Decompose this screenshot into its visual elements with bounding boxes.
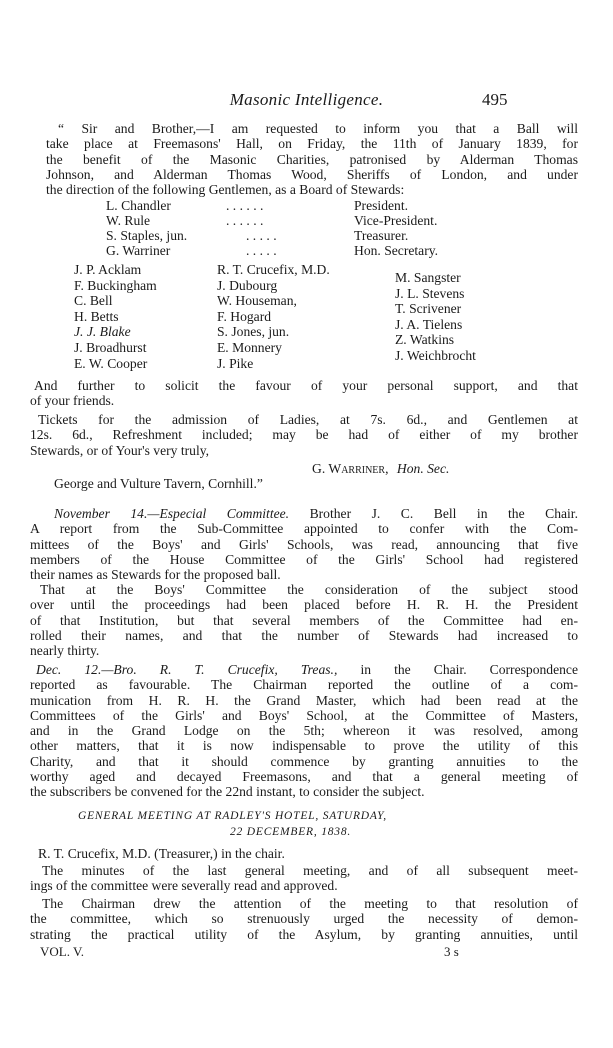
text-line: ings of the committee were severally read and approved.: [30, 878, 338, 894]
steward-name: W. Houseman,: [217, 293, 297, 309]
text-line: the direction of the following Gentlemen, as a Board of Stewards:: [46, 182, 405, 198]
leader-dots: . . . . . .: [226, 198, 264, 213]
text-line: [30, 662, 578, 677]
text-line: [30, 506, 578, 521]
text-line: members of the House Committee of the Girls' School had registered: [30, 551, 578, 567]
text-line: reported as favourable. The Chairman reported the outline of a com-: [30, 677, 578, 693]
signatory-name: G. Warriner,: [312, 461, 389, 476]
steward-name: R. T. Crucefix, M.D.: [217, 262, 330, 277]
text-line: Stewards, or of Your's very truly,: [30, 442, 210, 458]
signature-mark: 3 s: [444, 944, 459, 959]
running-head-title: Masonic Intelligence.: [229, 90, 384, 109]
officer-name: W. Rule: [106, 213, 151, 228]
text-line: of that Institution, but that several members of the Committee had en-: [30, 612, 578, 628]
steward-name: J. Broadhurst: [74, 339, 147, 355]
steward-name: E. W. Cooper: [74, 355, 148, 371]
steward-name: J. A. Tielens: [395, 316, 463, 332]
stewards-column: [395, 270, 476, 364]
steward-name: M. Sangster: [395, 270, 461, 285]
text-line: A report from the Sub-Committee appointed to confer with the Com-: [30, 521, 578, 537]
text-line: worthy aged and decayed Freemasons, and that a general meeting of: [30, 769, 578, 785]
text-line: The Chairman drew the attention of the meeting to that resolution of: [42, 896, 578, 911]
chair-line: [30, 846, 578, 861]
officer-role: Hon. Secretary.: [354, 243, 439, 258]
dec12-paragraph: [30, 662, 578, 800]
letter-paragraph: [30, 121, 578, 197]
steward-name: Z. Watkins: [395, 332, 455, 348]
steward-name: S. Jones, jun.: [217, 324, 290, 340]
entry-date: November 14.—Especial Committee.: [54, 506, 290, 521]
officer-name: G. Warriner: [106, 243, 171, 258]
text-line: of your friends.: [30, 393, 115, 409]
letter-address: George and Vulture Tavern, Cornhill.”: [54, 476, 263, 491]
officer-row: [106, 228, 409, 243]
steward-name: J. Pike: [217, 355, 254, 371]
text-line: And further to solicit the favour of your personal support, and that: [34, 378, 578, 393]
leader-dots: . . . . .: [246, 243, 277, 258]
steward-name: E. Monnery: [217, 339, 282, 355]
officer-role: Treasurer.: [354, 228, 409, 243]
text-line: the subscribers be convened for the 22nd instant, to consider the subject.: [30, 784, 425, 800]
text-line: 12s. 6d., Refreshment included; may be had of either of my brother: [30, 427, 578, 443]
text-line: the committee, which so strenuously urged the necessity of demon-: [30, 911, 578, 927]
leader-dots: . . . . .: [246, 228, 277, 243]
steward-name: T. Scrivener: [395, 301, 462, 317]
text-line: “ Sir and Brother,—I am requested to inform you that a Ball will: [58, 121, 578, 136]
text-line: Charity, and that it should commence by granting annuities to the: [30, 753, 578, 769]
text-line: the benefit of the Masonic Charities, patronised by Alderman Thomas: [46, 151, 578, 167]
support-paragraph: [30, 378, 578, 409]
section-heading: GENERAL MEETING AT RADLEY'S HOTEL, SATURDAY,: [78, 810, 387, 822]
steward-name: J. Dubourg: [217, 277, 278, 293]
text-line: strating the practical utility of the Asylum, by granting annuities, until: [30, 926, 578, 942]
text-line: Johnson, and Alderman Thomas Wood, Sheriffs of London, and under: [46, 166, 578, 182]
leader-dots: . . . . . .: [226, 213, 264, 228]
text-line: take place at Freemasons' Hall, on Friday, the 11th of January 1839, for: [46, 136, 578, 152]
text-line: their names as Stewards for the proposed ball.: [30, 567, 281, 583]
tickets-paragraph: [30, 412, 578, 458]
text-line: R. T. Crucefix, M.D. (Treasurer,) in the chair.: [38, 846, 285, 861]
officer-name: L. Chandler: [106, 198, 171, 213]
nov14-paragraph-2: [30, 582, 578, 658]
steward-name: J. P. Acklam: [74, 262, 142, 277]
steward-name: H. Betts: [74, 308, 119, 324]
officer-role: President.: [354, 198, 408, 213]
text-line: Tickets for the admission of Ladies, at 7s. 6d., and Gentlemen at: [38, 412, 578, 427]
officer-row: [106, 243, 439, 258]
text-fragment: Brother J. C. Bell in the Chair.: [309, 506, 578, 521]
steward-name: F. Hogard: [217, 308, 272, 324]
officer-name: S. Staples, jun.: [106, 228, 188, 243]
text-line: other matters, that it is now indispensable to prove the utility of this: [30, 738, 578, 754]
stewards-column: [217, 262, 330, 371]
text-line: Committees of the Girls' and Boys' School, at the Committee of Masters,: [30, 707, 578, 723]
text-fragment: in the Chair. Correspondence: [360, 662, 578, 677]
officer-role: Vice-President.: [354, 213, 438, 228]
minutes-paragraph: [30, 863, 578, 894]
signature: [312, 461, 449, 476]
text-line: nearly thirty.: [30, 643, 100, 659]
text-line: That at the Boys' Committee the consideration of the subject stood: [40, 582, 578, 597]
text-line: rolled their names, and that the number of Stewards had increased to: [30, 627, 578, 643]
page-number: 495: [482, 90, 508, 109]
signatory-title: Hon. Sec.: [396, 461, 450, 476]
nov14-paragraph: [30, 506, 578, 582]
stewards-column: [74, 262, 157, 371]
text-line: mittees of the Boys' and Girls' Schools, was read, announcing that five: [30, 536, 578, 552]
steward-name: J. L. Stevens: [395, 285, 465, 301]
officer-row: [106, 213, 438, 228]
section-heading-date: 22 DECEMBER, 1838.: [230, 826, 352, 838]
text-line: and in the Grand Lodge on the 5th; whereon it was resolved, among: [30, 723, 578, 739]
steward-name: F. Buckingham: [74, 277, 157, 293]
volume-label: VOL. V.: [40, 944, 84, 959]
steward-name: J. Weichbrocht: [395, 347, 476, 363]
text-line: The minutes of the last general meeting, and of all subsequent meet-: [42, 863, 578, 878]
chairman-paragraph: [30, 896, 578, 942]
entry-date: Dec. 12.—Bro. R. T. Crucefix, Treas.,: [36, 662, 338, 677]
steward-name: J. J. Blake: [74, 324, 131, 340]
steward-name: C. Bell: [74, 293, 113, 309]
officer-row: [106, 198, 408, 213]
text-line: over until the proceedings had been placed before H. R. H. the President: [30, 597, 578, 613]
text-line: munication from H. R. H. the Grand Master, which had been read at the: [30, 692, 578, 708]
